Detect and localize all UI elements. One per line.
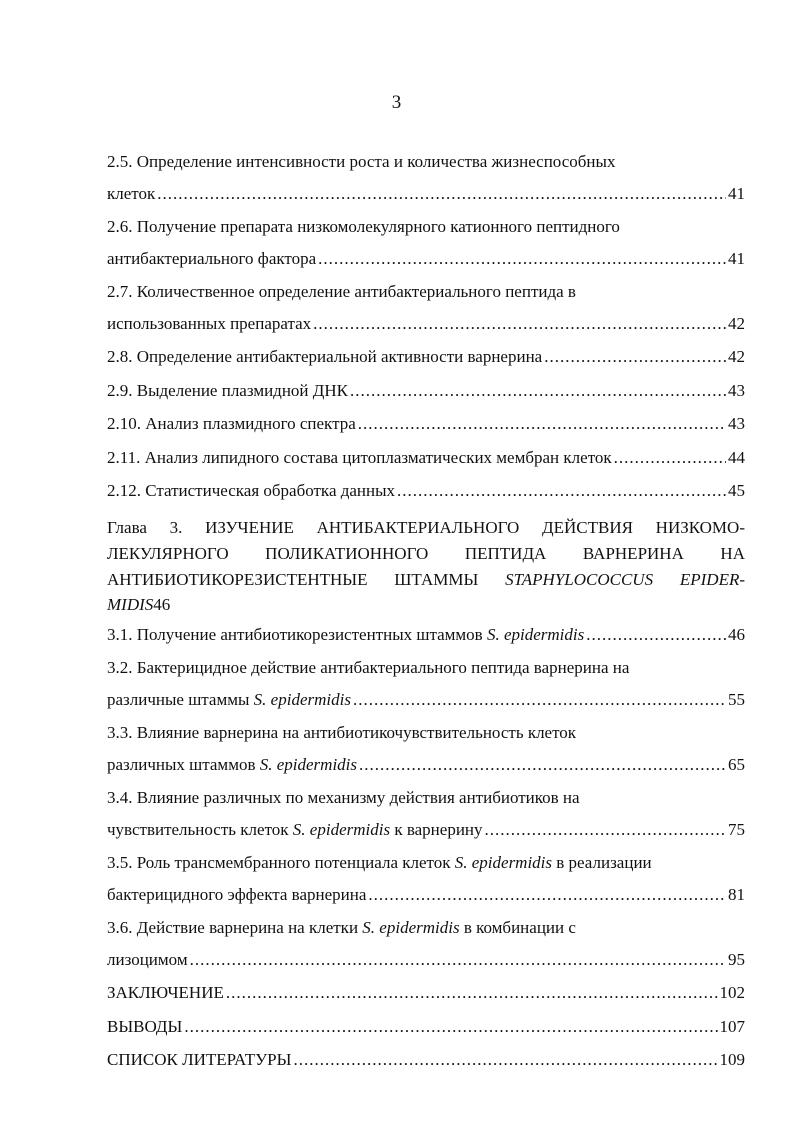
- toc-entry-title-cont: бактерицидного эффекта варнерина: [107, 884, 367, 904]
- toc-entry-2-8: [107, 341, 745, 373]
- toc-page-number: 75: [728, 819, 745, 839]
- toc-entry-2-9: [107, 375, 745, 407]
- toc-entry-title-cont: антибактериального фактора: [107, 248, 317, 268]
- toc-entry-title: 2.5. Определение интенсивности роста и количества жизнеспособных: [107, 152, 616, 171]
- toc-page-number: 41: [728, 183, 745, 203]
- leader-dots: [190, 944, 726, 976]
- chapter-title-species: STAPHYLOCOCCUS EPIDER-: [505, 569, 746, 589]
- leader-dots: [485, 814, 726, 846]
- toc-entry-title: 2.12. Статистическая обработка данных: [107, 481, 396, 500]
- toc-entry-text: к варнерину: [394, 819, 483, 839]
- toc-page-number: 95: [728, 949, 745, 969]
- toc-entry-title: 2.7. Количественное определение антибактериального пептида в: [107, 282, 576, 301]
- toc-entry-title: 2.9. Выделение плазмидной ДНК: [107, 380, 348, 400]
- toc-entry-text: 3.5. Роль трансмембранного потенциала клеток: [107, 853, 451, 872]
- toc-entry-conclusion: [107, 977, 745, 1009]
- toc-entry-text: 3.1. Получение антибиотикорезистентных штаммов: [107, 624, 483, 644]
- toc-entry-text: различных штаммов: [107, 754, 256, 774]
- toc-page-number: 46: [153, 594, 171, 614]
- leader-dots: [368, 879, 726, 911]
- toc-entry-title: [107, 847, 745, 879]
- toc-entry-2-12: [107, 475, 745, 507]
- toc-page-number: 102: [719, 983, 745, 1002]
- leader-dots: [350, 375, 726, 407]
- toc-page-number: 65: [728, 754, 745, 774]
- toc-page-number: 44: [728, 447, 745, 467]
- toc-entry-title-cont: [107, 814, 483, 846]
- toc-entry-title: 2.8. Определение антибактериальной активности варнерина: [107, 347, 543, 366]
- toc-page-number: 42: [728, 313, 745, 333]
- leader-dots: [586, 619, 726, 651]
- species-name: S. epidermidis: [292, 819, 391, 839]
- toc-page-number: 46: [728, 624, 745, 644]
- toc-entry-3-2: [107, 652, 745, 715]
- toc-page-number: 41: [728, 248, 745, 268]
- leader-dots: [614, 442, 726, 474]
- toc-page-number: 43: [728, 380, 745, 400]
- leader-dots: [544, 341, 726, 373]
- toc-page-number: 81: [728, 884, 745, 904]
- chapter-title-line: [107, 567, 745, 593]
- chapter-title-line: Глава 3. ИЗУЧЕНИЕ АНТИБАКТЕРИАЛЬНОГО ДЕЙСТВИЯ НИЗКОМО-: [107, 517, 745, 537]
- leader-dots: [397, 475, 726, 507]
- toc-page-number: 43: [728, 414, 745, 433]
- toc-entry-3-4: [107, 782, 745, 845]
- table-of-contents: [107, 146, 745, 1078]
- toc-entry-text: чувствительность клеток: [107, 819, 289, 839]
- leader-dots: [293, 1044, 717, 1076]
- toc-entry-text: в реализации: [556, 853, 652, 872]
- toc-page-number: 109: [719, 1050, 745, 1069]
- toc-entry-text: в комбинации с: [463, 918, 576, 937]
- toc-entry-title: ВЫВОДЫ: [107, 1016, 183, 1036]
- toc-entry-text: различные штаммы: [107, 689, 250, 709]
- toc-entry-title: СПИСОК ЛИТЕРАТУРЫ: [107, 1050, 292, 1069]
- toc-entry-title: 3.4. Влияние различных по механизму действия антибиотиков на: [107, 788, 580, 807]
- leader-dots: [358, 408, 726, 440]
- chapter-title-part: АНТИБИОТИКОРЕЗИСТЕНТНЫЕ ШТАММЫ: [107, 569, 479, 589]
- toc-chapter-3: [107, 515, 745, 617]
- toc-entry-2-10: [107, 408, 745, 440]
- toc-entry-title-cont: лизоцимом: [107, 949, 188, 969]
- toc-page-number: 45: [728, 481, 745, 500]
- toc-entry-title-cont: использованных препаратах: [107, 313, 312, 333]
- species-name: S. epidermidis: [362, 918, 460, 937]
- toc-entry-findings: [107, 1011, 745, 1043]
- leader-dots: [353, 684, 726, 716]
- page-number: 3: [391, 92, 402, 113]
- toc-entry-title: 2.10. Анализ плазмидного спектра: [107, 414, 356, 433]
- toc-entry-title: 2.6. Получение препарата низкомолекулярного катионного пептидного: [107, 217, 620, 236]
- toc-entry-references: [107, 1044, 745, 1076]
- species-name: S. epidermidis: [486, 624, 585, 644]
- toc-entry-title: 3.2. Бактерицидное действие антибактериального пептида варнерина на: [107, 658, 630, 677]
- toc-entry-3-6: [107, 912, 745, 975]
- toc-entry-title-cont: [107, 684, 351, 716]
- toc-entry-title: [107, 619, 584, 651]
- chapter-title-species-cont: MIDIS: [107, 594, 154, 614]
- toc-entry-title: 3.3. Влияние варнерина на антибиотикочувствительность клеток: [107, 723, 577, 742]
- toc-entry-2-7: [107, 276, 745, 339]
- chapter-title-line: ЛЕКУЛЯРНОГО ПОЛИКАТИОННОГО ПЕПТИДА ВАРНЕРИНА НА: [107, 543, 745, 563]
- toc-entry-3-5: [107, 847, 745, 910]
- toc-page-number: 42: [728, 347, 745, 366]
- leader-dots: [184, 1011, 717, 1043]
- toc-page-number: 107: [719, 1016, 745, 1036]
- toc-entry-2-6: [107, 211, 745, 274]
- leader-dots: [226, 977, 718, 1009]
- toc-page-number: 55: [728, 689, 745, 709]
- toc-entry-title: [107, 912, 745, 944]
- toc-entry-title-cont: [107, 749, 357, 781]
- toc-entry-title: 2.11. Анализ липидного состава цитоплазматических мембран клеток: [107, 447, 612, 467]
- toc-entry-title: ЗАКЛЮЧЕНИЕ: [107, 983, 224, 1002]
- species-name: S. epidermidis: [253, 689, 351, 709]
- toc-entry-3-1: [107, 619, 745, 651]
- leader-dots: [157, 178, 726, 210]
- toc-entry-2-11: [107, 442, 745, 474]
- toc-entry-3-3: [107, 717, 745, 780]
- toc-entry-text: 3.6. Действие варнерина на клетки: [107, 918, 359, 937]
- leader-dots: [318, 243, 726, 275]
- toc-entry-2-5: [107, 146, 745, 209]
- leader-dots: [313, 308, 726, 340]
- species-name: S. epidermidis: [454, 853, 553, 872]
- toc-entry-title-cont: клеток: [107, 183, 156, 203]
- leader-dots: [359, 749, 726, 781]
- species-name: S. epidermidis: [259, 754, 358, 774]
